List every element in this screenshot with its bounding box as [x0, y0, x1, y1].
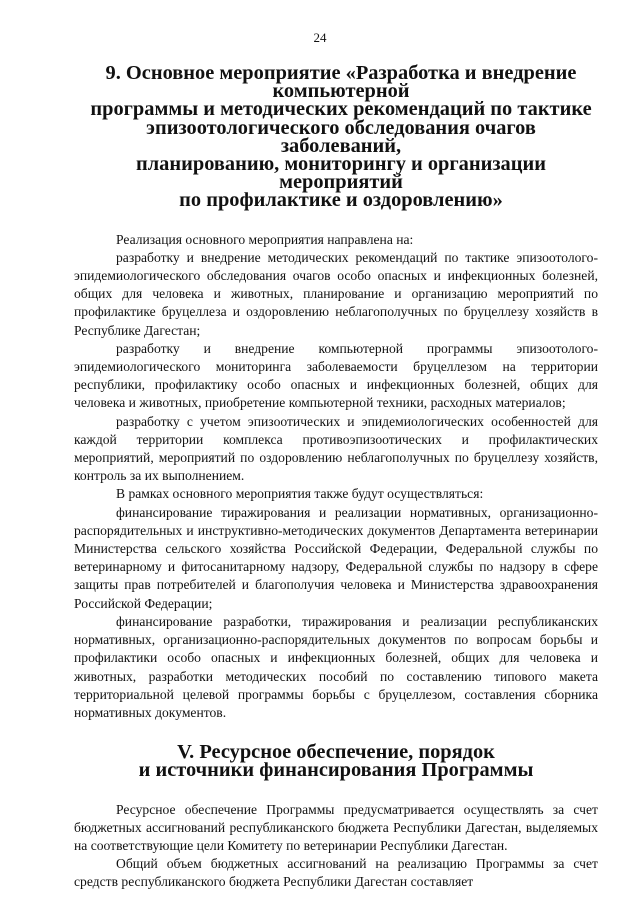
section-v-heading-line: и источники финансирования Программы [138, 759, 534, 782]
paragraph: В рамках основного мероприятия также будут осуществляться: [116, 486, 484, 502]
spacer [74, 722, 598, 743]
document-body [74, 64, 598, 892]
paragraph: Общий объем бюджетных ассигнований на реализацию Программы за счет средств республиканского бюджета Республики Дагестан составляет [74, 856, 598, 890]
paragraph: Реализация основного мероприятия направлена на: [116, 231, 414, 247]
paragraph: разработку с учетом эпизоотических и эпидемиологических особенностей для каждой территории комплекса противоэпизоотических и профилактических мероприятий, мероприятий по оздоровлению неблагополучных по бруцеллезу хозяйств, контроль за их выполнением. [74, 413, 598, 484]
section-9-heading-line: 9. Основное мероприятие «Разработка и внедрение компьютерной [105, 62, 577, 103]
page-number: 24 [313, 30, 327, 45]
section-v-heading [74, 741, 598, 782]
spacer [74, 780, 598, 801]
paragraph: разработку и внедрение методических рекомендаций по тактике эпизоотолого-эпидемиологического обследования очагов особо опасных и инфекционных болезней, общих для человека и животных, планирование и организацию мероприятий по профилактике бруцеллеза и оздоровлению неблагополучных по бруцеллезу хозяйств в Республике Дагестан; [74, 249, 598, 338]
paragraph: финансирование тиражирования и реализации нормативных, организационно-распорядительных и инструктивно-методических документов Департамента ветеринарии Министерства сельского хозяйства Российской Федерации, Федеральной службы по ветеринарному и фитосанитарному надзору, Федеральной службы по надзору в сфере защиты прав потребителей и благополучия человека и Министерства здравоохранения Российской Федерации; [74, 504, 598, 611]
paragraph: Ресурсное обеспечение Программы предусматривается осуществлять за счет бюджетных ассигнований республиканского бюджета Республики Дагестан, выделяемых на соответствующие цели Комитету по ветеринарии Республики Дагестан. [74, 801, 598, 853]
section-9-heading-line: программы и методических рекомендаций по тактике [90, 98, 592, 121]
section-9-heading-line: эпизоотологического обследования очагов заболеваний, [146, 116, 536, 157]
section-9-heading-line: по профилактике и оздоровлению» [179, 189, 503, 212]
spacer [74, 210, 598, 231]
paragraph: финансирование разработки, тиражирования и реализации республиканских нормативных, организационно-распорядительных документов по вопросам борьбы и профилактики особо опасных и инфекционных болезней, общих для человека и животных, разработки методических пособий по составлению типового макета территориальной целевой программы борьбы с бруцеллезом, составления сборника нормативных документов. [74, 613, 598, 720]
section-v-heading-line: V. Ресурсное обеспечение, порядок [177, 741, 495, 764]
section-9-heading-line: планированию, мониторингу и организации мероприятий [135, 153, 546, 194]
paragraph: разработку и внедрение компьютерной программы эпизоотолого-эпидемиологического мониторинга заболеваемости бруцеллезом на территории республики, профилактику особо опасных и инфекционных болезней, общих для человека и животных, приобретение компьютерной техники, расходных материалов; [74, 340, 598, 411]
section-9-heading [74, 64, 598, 210]
